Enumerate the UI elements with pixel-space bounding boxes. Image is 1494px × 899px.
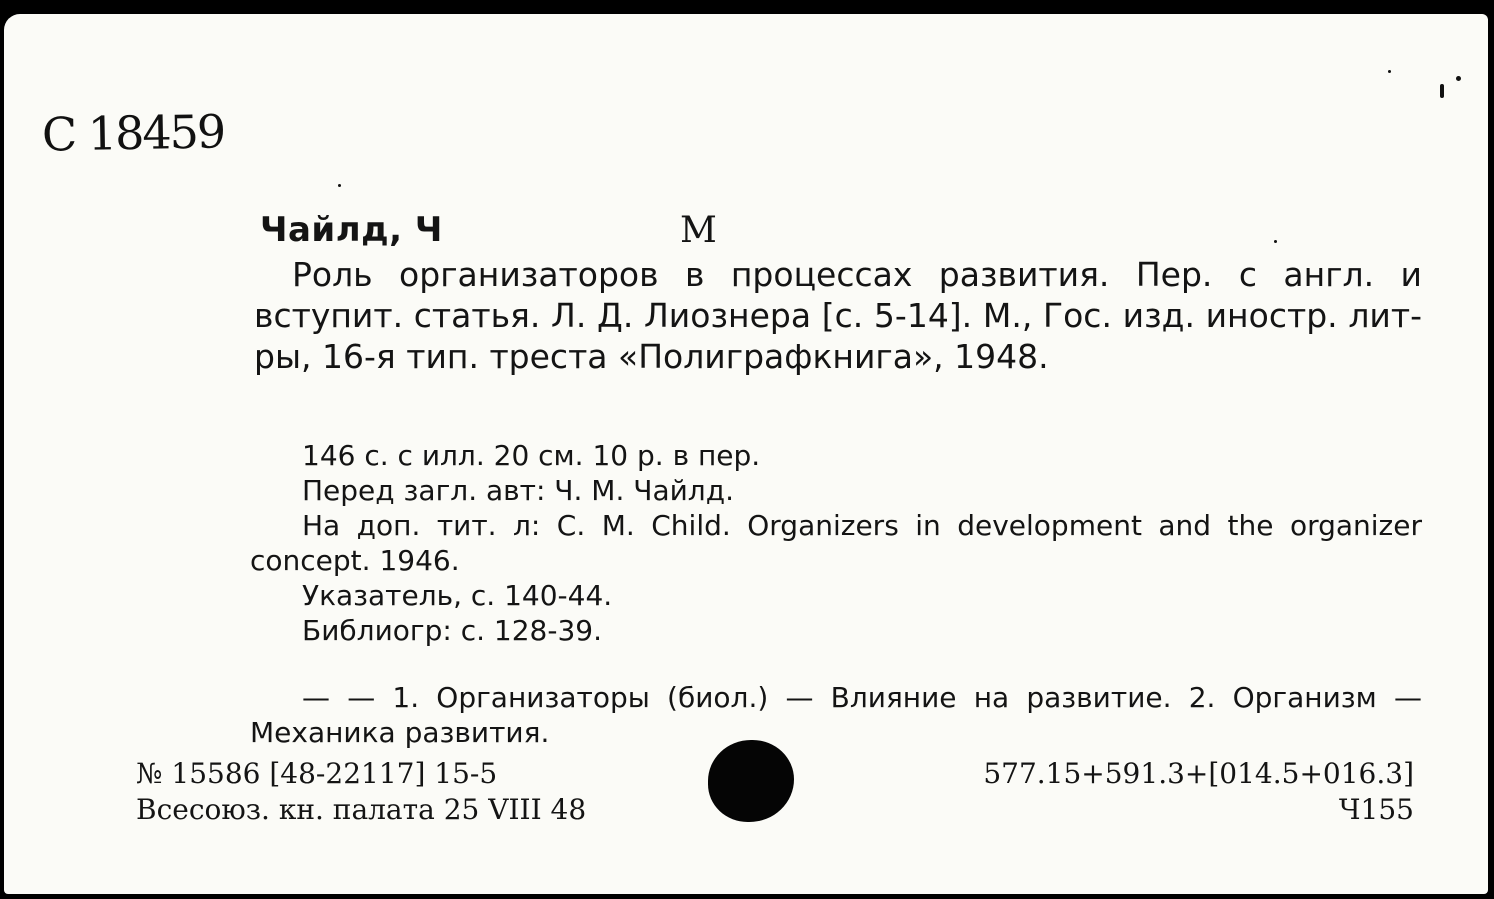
classification-code: 577.15+591.3+[014.5+016.3] [983, 757, 1414, 790]
punch-hole [708, 740, 794, 822]
note-collation: 146 с. с илл. 20 см. 10 р. в пер. [302, 439, 761, 472]
subject-headings: — — 1. Организаторы (биол.) — Влияние на развитие. 2. Организм — Механика развития. [250, 681, 1422, 749]
title-description: Роль организаторов в процессах развития. Пер. с англ. и вступит. статья. Л. Д. Лиознера [с. 5-14]. М., Гос. изд. иностр. лит-ры, 16-я тип. треста «Полиграфкнига», 1948. [254, 255, 1422, 376]
note-bibliography: Библиогр: с. 128-39. [302, 614, 602, 647]
cutter-number: Ч155 [1338, 793, 1414, 826]
note-author: Перед загл. авт: Ч. М. Чайлд. [302, 474, 734, 507]
catalog-card [4, 14, 1488, 894]
shelf-mark: C 18459 [41, 104, 225, 162]
ink-speck [1456, 76, 1461, 81]
record-number: № 15586 [48-22117] 15-5 [136, 757, 498, 790]
ink-speck [1274, 240, 1277, 243]
ink-speck [338, 184, 341, 187]
ink-speck [1440, 84, 1444, 98]
note-index: Указатель, с. 140-44. [302, 579, 613, 612]
book-chamber: Всесоюз. кн. палата 25 VIII 48 [136, 793, 587, 826]
note-original-title: На доп. тит. л: С. М. Child. Organizers in development and the organizer concept. 1946. [250, 509, 1422, 577]
notes-block [250, 438, 1422, 648]
classification-block [983, 756, 1414, 828]
registration-block [136, 756, 586, 828]
author-heading: Чайлд, Ч [260, 210, 443, 250]
ink-speck [1388, 70, 1391, 73]
author-initial: М [680, 210, 717, 251]
